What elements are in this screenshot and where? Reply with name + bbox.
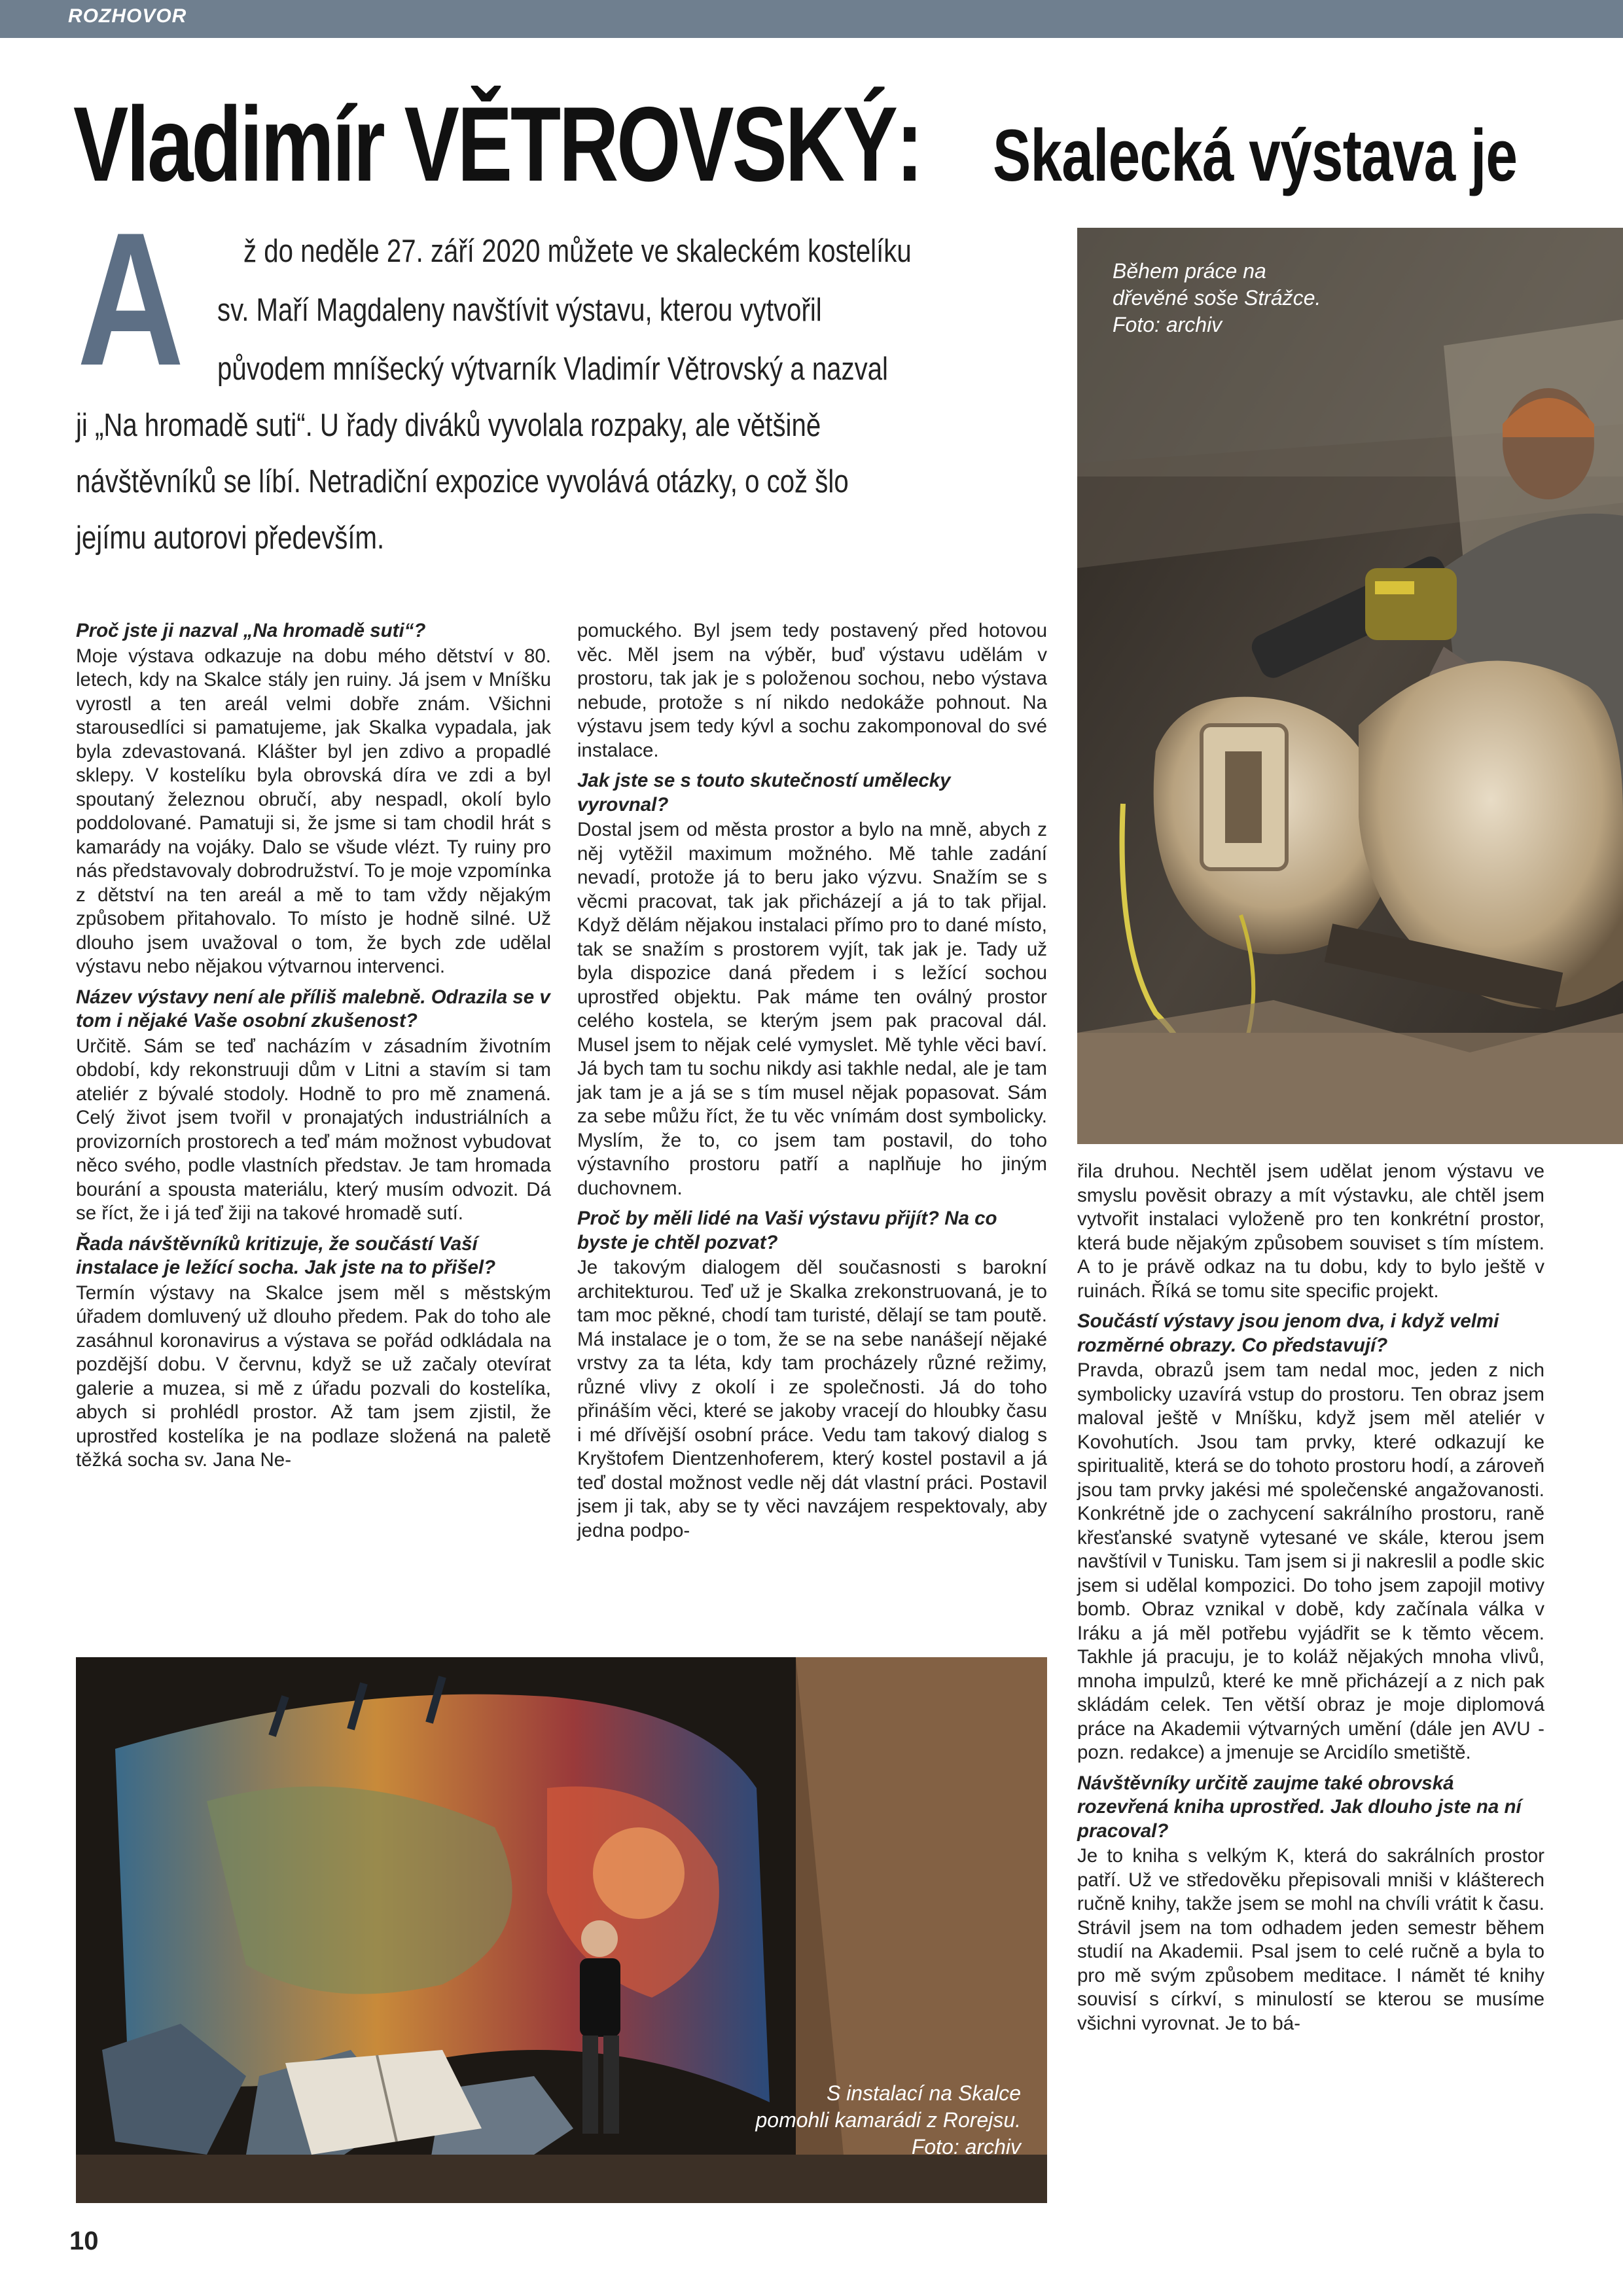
page-number: 10 (69, 2227, 99, 2255)
question: Součástí výstavy jsou jenom dva, i když velmi rozměrné obrazy. Co představují? (1077, 1310, 1499, 1356)
section-label: ROZHOVOR (68, 5, 187, 27)
lead-line-5: návštěvníků se líbí. Netradiční expozice vyvolává otázky, o což šlo (76, 464, 849, 499)
question: Řada návštěvníků kritizuje, že součástí Vaší instalace je ležící socha. Jak jste na to přišel? (76, 1232, 496, 1278)
answer: Určitě. Sám se teď nacházím v zásadním životním období, kdy rekonstruuji dům v Litni a stavím si tam ateliér z bývalé stodoly. Hodně to pro mě znamená. Celý život jsem tvořil v pronajatých industriálních a provizorních prostorech a teď mám možnost vybudovat něco svého, podle vlastních představ. Je tam hromada bourání a spousta materiálu, který musím odvozit. Dá se říct, že i já teď žiji na takové hromadě sutí. (76, 1035, 551, 1224)
question: Proč jste ji nazval „Na hromadě suti“? (76, 620, 426, 641)
lead-line-6: jejímu autorovi především. (76, 520, 385, 556)
photo-sculptor-at-work-image (1077, 228, 1623, 1144)
photo-caption-bottom (720, 2080, 1021, 2161)
headline-name: Vladimír VĚTROVSKÝ: (73, 85, 921, 204)
photo-sculptor-at-work (1077, 228, 1623, 1144)
lead-line-1: ž do neděle 27. září 2020 můžete ve skaleckém kostelíku (243, 234, 912, 269)
lead-line-3: původem mníšecký výtvarník Vladimír Větrovský a nazval (217, 351, 888, 387)
lead-line-4: ji „Na hromadě suti“. U řady diváků vyvolala rozpaky, ale většině (76, 408, 821, 443)
caption-top-line-1: Během práce na (1113, 259, 1266, 283)
drop-cap: A (77, 193, 185, 405)
question: Jak jste se s touto skutečností umělecky vyrovnal? (577, 770, 951, 816)
answer: Termín výstavy na Skalce jsem měl s městským úřadem domluvený už dlouho předem. Pak do toho ale zasáhnul koronavirus a výstava se pořád odkládala na pozdější dobu. V červnu, když se už začaly otevírat galerie a muzea, si mě z úřadu pozvali do kostelíka, abych si prohlédl prostor. Až tam jsem zjistil, že uprostřed kostelíka je na podlaze složená na paletě těžká socha sv. Jana Ne- (76, 1282, 551, 1471)
section-header-bar (0, 0, 1623, 38)
answer: Moje výstava odkazuje na dobu mého dětství v 80. letech, kdy na Skalce stály jen ruiny. Já jsem v Mníšku vyrostl a ten areál velmi dobře znám. Všichni starousedlíci si pamatujeme, jak Skalka vypadala, jak byla zdevastovaná. Klášter byl jen zdivo a propadlé sklepy. V kostelíku byla obrovská díra ve zdi a byl spoutaný železnou obručí, aby nespadl, okolí bylo poddolované. Pamatuji si, že jsme si tam chodil hrát s kamarády na vojáky. Dalo se všude vlézt. Ty ruiny pro nás představovaly dobrodružství. To je moje vzpomínka z dětství na ten areál a mě to tam vždy nějakým způsobem přitahovalo. To místo je hodně silné. Už dlouho jsem uvažoval o tom, že bych zde udělal výstavu nebo nějakou výtvarnou intervenci. (76, 645, 551, 977)
answer: Pravda, obrazů jsem tam nedal moc, jeden z nich symbolicky uzavírá vstup do prostoru. Ten obraz jsem maloval ještě v Mníšku, když jsem měl ateliér v Kovohutích. Jsou tam prvky, které odkazují ke spiritualitě, která se do tohoto prostoru hodí, a zároveň jsou tam prvky jakési mé společenské angažovanosti. Konkrétně jde o zachycení sakrálního prostoru, raně křesťanské svatyně vytesané ve skále, kterou jsem navštívil v Tunisku. Tam jsem si ji nakreslil a podle skic jsem si udělal kompozici. Do toho jsem zapojil motivy bomb. Obraz vznikal v době, kdy začínala válka v Iráku a já měl potřebu vyjádřit se k těmto věcem. Takhle já pracuju, je to koláž nějakých mnoha vlivů, mnoha impulzů, které ke mně přicházejí a z nich pak skládám celek. Ten větší obraz je moje diplomová práce na Akademii výtvarných umění (dále jen AVU - pozn. redakce) a jmenuje se Arcidílo smetiště. (1077, 1359, 1544, 1763)
photo-caption-top (1113, 258, 1321, 338)
answer: pomuckého. Byl jsem tedy postavený před hotovou věc. Měl jsem na výběr, buď výstavu udělám v prostoru, tak jak je s položenou sochou, nebo výstava nebude, protože s ní nikdo nedokáže pohnout. Na výstavu jsem tedy kývl a sochu zakomponoval do své instalace. (577, 620, 1047, 761)
lead-line-2: sv. Maří Magdaleny navštívit výstavu, kterou vytvořil (217, 293, 822, 328)
answer: Je takovým dialogem děl současnosti s barokní architekturou. Teď už je Skalka zrekonstruovaná, je to tam moc pěkné, chodí tam turisté, dělají se tam poutě. Má instalace je o tom, že se na sebe nanášejí nějaké vrstvy za ta léta, kdy tam procházely různé režimy, různé vlivy z okolí i ze společnosti. Já do toho přináším věci, které se jakoby vracejí do hloubky času i mé dřívější osobní práce. Vedu tam takový dialog s Kryštofem Dientzenhoferem, který kostel postavil a já teď dostal možnost vedle něj dát vlastní práci. Postavil jsem ji tak, aby se ty věci navzájem respektovaly, aby jedna podpo- (577, 1257, 1047, 1541)
answer: Je to kniha s velkým K, která do sakrálních prostor patří. Už ve středověku přepisovali mniši v klášterech ručně knihy, takže jsem se mohl na chvíli vrátit k času. Strávil jsem na tom odhadem jeden semestr během studií na Akademii. Psal jsem to celé ručně a byla to pro mě svým způsobem meditace. I námět té knihy souvisí s církví, s minulostí se kterou se musíme všichni vyrovnat. Je to bá- (1077, 1845, 1544, 2034)
headline (73, 84, 1623, 206)
caption-bottom-line-3: Foto: archiv (911, 2135, 1021, 2159)
article-column-3 (1077, 1160, 1544, 2042)
headline-subtitle: Skalecká výstava je (993, 115, 1518, 196)
question: Návštěvníky určitě zaujme také obrovská rozevřená kniha uprostřed. Jak dlouho jste na ní pracoval? (1077, 1772, 1522, 1842)
caption-bottom-line-2: pomohli kamarádi z Rorejsu. (755, 2108, 1021, 2132)
answer: řila druhou. Nechtěl jsem udělat jenom výstavu ve smyslu pověsit obrazy a mít výstavku, ale chtěl jsem vytvořit instalaci vyloženě pro ten konkrétní prostor, která bude nějakým způsobem souviset s tím místem. A to je právě odkaz na tu dobu, kdy to bylo ještě v ruinách. Říká se tomu site specific projekt. (1077, 1160, 1544, 1302)
question: Název výstavy není ale příliš malebně. Odrazila se v tom i nějaké Vaše osobní zkušenost? (76, 986, 550, 1031)
caption-top-line-3: Foto: archiv (1113, 313, 1222, 336)
answer: Dostal jsem od města prostor a bylo na mně, abych z něj vytěžil maximum možného. Mě tahle zadání nevadí, protože já to beru jako výzvu. Snažím se s věcmi pracovat, tak jak přicházejí a já to tak přijal. Když dělám nějakou instalaci přímo pro to dané místo, tak se snažím s prostorem vyjít, tak jak je. Tady už byla dispozice daná předem i s ležící sochou uprostřed objektu. Pak máme ten oválný prostor celého kostela, se kterým jsem pak pracoval dál. Musel jsem to nějak celé vymyslet. Mě tyhle věci baví. Já bych tam tu sochu nikdy asi takhle nedal, ale je tam jak tam je a já se s tím musel nějak popasovat. Sám za sebe můžu říct, že tu věc vnímám dost symbolicky. Myslím, že to, co jsem tam postavil, do toho výstavního prostoru patří a naplňuje ho jiným duchovnem. (577, 819, 1047, 1199)
caption-top-line-2: dřevěné soše Strážce. (1113, 286, 1321, 310)
article-column-2 (577, 619, 1047, 1549)
caption-bottom-line-1: S instalací na Skalce (826, 2081, 1021, 2105)
article-column-1 (76, 619, 551, 1479)
question: Proč by měli lidé na Vaši výstavu přijít? Na co byste je chtěl pozvat? (577, 1208, 997, 1253)
